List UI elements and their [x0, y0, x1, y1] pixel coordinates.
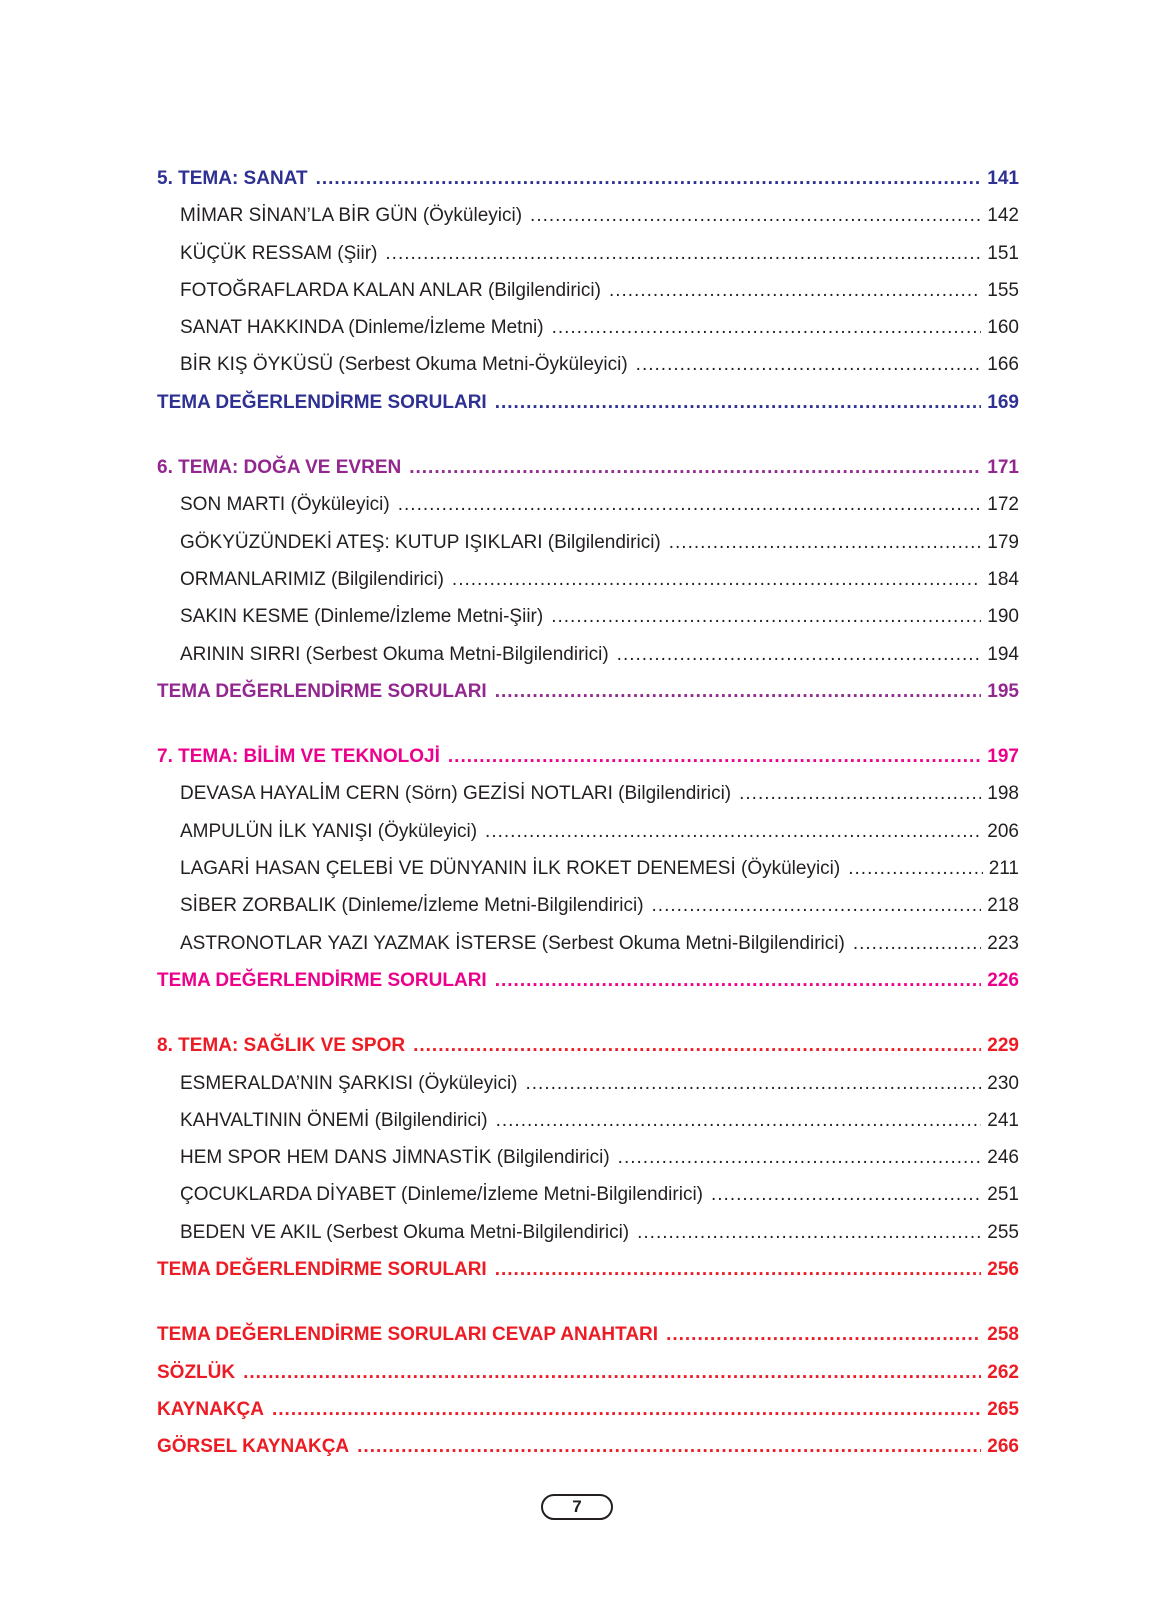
dot-leader: [385, 235, 981, 272]
toc-entry: [157, 524, 1019, 561]
toc-entry-label: ORMANLARIMIZ (Bilgilendirici): [180, 568, 444, 590]
theme-section-5: [157, 160, 1019, 421]
toc-entry-page: 172: [987, 494, 1019, 516]
dot-leader: [551, 598, 981, 635]
image-sources-page: 266: [987, 1436, 1019, 1458]
toc-entry-label: BİR KIŞ ÖYKÜSÜ (Serbest Okuma Metni-Öyküleyici): [180, 354, 628, 376]
toc-entry: [157, 925, 1019, 962]
toc-entry: [157, 813, 1019, 850]
theme-evaluation-label: TEMA DEĞERLENDİRME SORULARI: [157, 969, 487, 991]
dot-leader: [272, 1391, 981, 1428]
theme-section-6: [157, 449, 1019, 710]
theme-evaluation: [157, 673, 1019, 710]
dot-leader: [652, 887, 982, 924]
theme-heading-page: 229: [987, 1035, 1019, 1057]
toc-entry: [157, 486, 1019, 523]
theme-evaluation: [157, 962, 1019, 999]
theme-evaluation-page: 226: [987, 969, 1019, 991]
toc-entry-label: KAHVALTININ ÖNEMİ (Bilgilendirici): [180, 1109, 488, 1131]
glossary-entry: [157, 1354, 1019, 1391]
image-sources-entry: [157, 1428, 1019, 1465]
toc-entry: [157, 636, 1019, 673]
dot-leader: [609, 272, 981, 309]
toc-entry-label: SON MARTI (Öyküleyici): [180, 494, 390, 516]
dot-leader: [711, 1176, 981, 1213]
bibliography-page: 265: [987, 1398, 1019, 1420]
toc-entry-page: 206: [987, 820, 1019, 842]
toc-entry-label: ASTRONOTLAR YAZI YAZMAK İSTERSE (Serbest Okuma Metni-Bilgilendirici): [180, 932, 845, 954]
dot-leader: [495, 962, 982, 999]
dot-leader: [495, 384, 982, 421]
toc-entry-page: 142: [987, 205, 1019, 227]
image-sources-label: GÖRSEL KAYNAKÇA: [157, 1436, 350, 1458]
toc-entry-page: 179: [987, 531, 1019, 553]
toc-entry-label: KÜÇÜK RESSAM (Şiir): [180, 242, 378, 264]
toc-entry-label: AMPULÜN İLK YANIŞI (Öyküleyici): [180, 820, 478, 842]
dot-leader: [409, 449, 981, 486]
table-of-contents: [157, 160, 1019, 1466]
toc-entry: [157, 1214, 1019, 1251]
toc-entry: [157, 309, 1019, 346]
toc-entry-page: 194: [987, 643, 1019, 665]
toc-entry-label: ARININ SIRRI (Serbest Okuma Metni-Bilgilendirici): [180, 643, 609, 665]
dot-leader: [452, 561, 981, 598]
toc-entry-label: GÖKYÜZÜNDEKİ ATEŞ: KUTUP IŞIKLARI (Bilgilendirici): [180, 531, 661, 553]
toc-entry-page: 160: [987, 317, 1019, 339]
toc-entry-page: 211: [988, 858, 1019, 880]
dot-leader: [357, 1428, 981, 1465]
page-number-badge: 7: [541, 1494, 613, 1520]
theme-section-7: [157, 738, 1019, 999]
theme-heading-label: 5. TEMA: SANAT: [157, 168, 308, 189]
theme-evaluation-page: 195: [987, 680, 1019, 702]
toc-entry-page: 218: [987, 895, 1019, 917]
toc-entry-page: 241: [987, 1109, 1019, 1131]
toc-entry-label: ÇOCUKLARDA DİYABET (Dinleme/İzleme Metni-Bilgilendirici): [180, 1184, 703, 1206]
toc-entry-page: 184: [987, 568, 1019, 590]
dot-leader: [617, 636, 982, 673]
dot-leader: [636, 346, 982, 383]
toc-entry-label: MİMAR SİNAN’LA BİR GÜN (Öyküleyici): [180, 205, 523, 227]
toc-entry: [157, 346, 1019, 383]
theme-heading-label: 6. TEMA: DOĞA VE EVREN: [157, 457, 402, 479]
dot-leader: [495, 673, 982, 710]
toc-entry: [157, 775, 1019, 812]
bibliography-entry: [157, 1391, 1019, 1428]
dot-leader: [448, 738, 981, 775]
dot-leader: [495, 1251, 982, 1288]
toc-entry-label: HEM SPOR HEM DANS JİMNASTİK (Bilgilendirici): [180, 1147, 610, 1169]
toc-entry-page: 255: [987, 1221, 1019, 1243]
theme-evaluation: [157, 1251, 1019, 1288]
theme-heading: [157, 738, 1019, 775]
answer-key-label: TEMA DEĞERLENDİRME SORULARI CEVAP ANAHTARI: [157, 1324, 659, 1346]
dot-leader: [243, 1354, 981, 1391]
dot-leader: [848, 850, 982, 887]
toc-entry-label: SANAT HAKKINDA (Dinleme/İzleme Metni): [180, 317, 544, 339]
dot-leader: [316, 160, 982, 197]
theme-evaluation-label: TEMA DEĞERLENDİRME SORULARI: [157, 1259, 487, 1281]
dot-leader: [526, 1065, 982, 1102]
dot-leader: [618, 1139, 982, 1176]
toc-entry: [157, 598, 1019, 635]
toc-entry: [157, 850, 1019, 887]
toc-entry-label: SAKIN KESME (Dinleme/İzleme Metni-Şiir): [180, 606, 544, 628]
toc-entry-page: 155: [987, 279, 1019, 301]
theme-evaluation-label: TEMA DEĞERLENDİRME SORULARI: [157, 391, 487, 413]
theme-evaluation-page: 256: [987, 1259, 1019, 1281]
glossary-label: SÖZLÜK: [157, 1361, 236, 1383]
toc-entry-label: SİBER ZORBALIK (Dinleme/İzleme Metni-Bilgilendirici): [180, 895, 644, 917]
theme-evaluation: [157, 384, 1019, 421]
dot-leader: [530, 197, 981, 234]
theme-heading-label: 8. TEMA: SAĞLIK VE SPOR: [157, 1035, 406, 1057]
dot-leader: [739, 775, 981, 812]
dot-leader: [669, 524, 982, 561]
toc-entry-page: 190: [987, 606, 1019, 628]
toc-entry: [157, 887, 1019, 924]
dot-leader: [413, 1027, 981, 1064]
theme-evaluation-page: 169: [987, 391, 1019, 413]
toc-entry: [157, 197, 1019, 234]
theme-heading: [157, 160, 1019, 197]
dot-leader: [552, 309, 982, 346]
theme-heading-page: 171: [987, 457, 1019, 479]
theme-section-8: [157, 1027, 1019, 1288]
toc-entry-page: 166: [987, 354, 1019, 376]
dot-leader: [666, 1316, 981, 1353]
toc-entry-page: 198: [987, 783, 1019, 805]
dot-leader: [853, 925, 981, 962]
toc-entry: [157, 1139, 1019, 1176]
toc-entry: [157, 1176, 1019, 1213]
toc-entry-label: FOTOĞRAFLARDA KALAN ANLAR (Bilgilendirici): [180, 279, 601, 301]
dot-leader: [398, 486, 982, 523]
toc-entry-page: 251: [987, 1184, 1019, 1206]
toc-entry-page: 151: [987, 242, 1019, 264]
answer-key-entry: [157, 1316, 1019, 1353]
toc-entry-page: 223: [987, 932, 1019, 954]
closing-section: [157, 1316, 1019, 1465]
bibliography-label: KAYNAKÇA: [157, 1398, 264, 1420]
toc-entry: [157, 272, 1019, 309]
toc-entry: [157, 1102, 1019, 1139]
theme-heading: [157, 1027, 1019, 1064]
theme-heading-page: 197: [987, 746, 1019, 768]
toc-entry-label: ESMERALDA’NIN ŞARKISI (Öyküleyici): [180, 1072, 518, 1094]
toc-entry-label: DEVASA HAYALİM CERN (Sörn) GEZİSİ NOTLARI (Bilgilendirici): [180, 783, 732, 805]
toc-entry-label: BEDEN VE AKIL (Serbest Okuma Metni-Bilgilendirici): [180, 1221, 630, 1243]
glossary-page: 262: [987, 1361, 1019, 1383]
toc-entry: [157, 561, 1019, 598]
theme-heading-label: 7. TEMA: BİLİM VE TEKNOLOJİ: [157, 746, 440, 768]
toc-entry-page: 230: [987, 1072, 1019, 1094]
theme-evaluation-label: TEMA DEĞERLENDİRME SORULARI: [157, 680, 487, 702]
toc-entry-page: 246: [987, 1147, 1019, 1169]
toc-entry-label: LAGARİ HASAN ÇELEBİ VE DÜNYANIN İLK ROKET DENEMESİ (Öyküleyici): [180, 858, 841, 880]
theme-heading: [157, 449, 1019, 486]
dot-leader: [496, 1102, 982, 1139]
dot-leader: [485, 813, 981, 850]
theme-heading-page: 141: [987, 168, 1019, 189]
answer-key-page: 258: [987, 1324, 1019, 1346]
toc-entry: [157, 1065, 1019, 1102]
dot-leader: [637, 1214, 981, 1251]
toc-entry: [157, 235, 1019, 272]
